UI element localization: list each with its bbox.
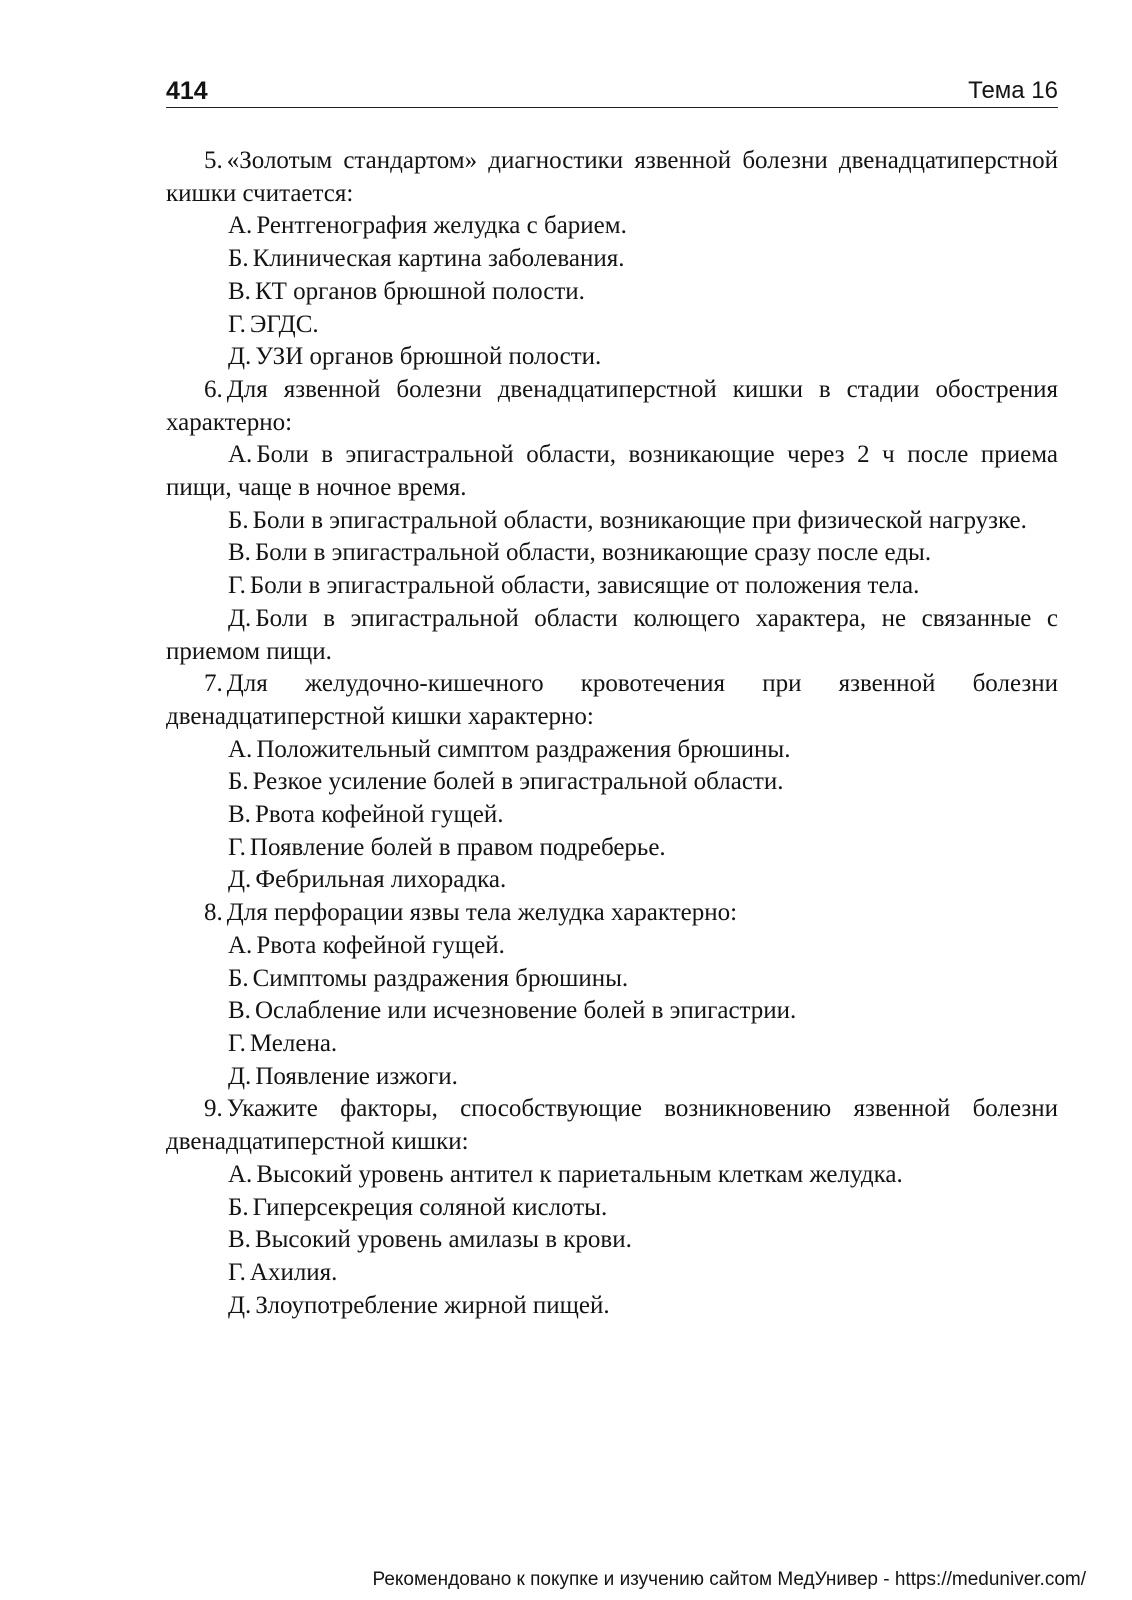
answer-option <box>166 439 1058 504</box>
option-text: Боли в эпигастральной области, возникающие при физической нагрузке. <box>252 506 1027 534</box>
header-rule <box>166 107 1058 108</box>
option-text: Мелена. <box>249 1029 338 1057</box>
option-letter: В. <box>228 277 251 305</box>
option-text: Ослабление или исчезновение болей в эпигастрии. <box>254 997 797 1025</box>
answer-option <box>166 505 1058 538</box>
answer-option <box>166 1159 1058 1192</box>
option-text: Положительный симптом раздражения брюшины. <box>256 735 791 763</box>
option-text: Появление изжоги. <box>255 1062 458 1090</box>
option-text: КТ органов брюшной полости. <box>254 277 585 305</box>
question-stem <box>166 897 1058 930</box>
option-letter: В. <box>228 1226 251 1254</box>
option-letter: Б. <box>228 964 249 992</box>
answer-option <box>166 832 1058 865</box>
option-text: Гиперсекреция соляной кислоты. <box>252 1193 608 1221</box>
answer-option <box>166 341 1058 374</box>
question-stem <box>166 668 1058 733</box>
question-text: Для язвенной болезни двенадцатиперстной кишки в стадии обострения характерно: <box>166 375 1058 436</box>
answer-option <box>166 1192 1058 1225</box>
option-text: Высокий уровень амилазы в крови. <box>254 1226 632 1254</box>
answer-option <box>166 309 1058 342</box>
option-letter: Д. <box>228 343 252 371</box>
option-letter: А. <box>228 441 253 469</box>
option-letter: А. <box>228 1160 253 1188</box>
option-text: Боли в эпигастральной области, зависящие от положения тела. <box>249 572 920 600</box>
option-text: Рвота кофейной гущей. <box>254 801 504 829</box>
answer-option <box>166 734 1058 767</box>
question-stem <box>166 1093 1058 1158</box>
option-letter: Г. <box>228 310 246 338</box>
option-letter: А. <box>228 931 253 959</box>
option-text: Боли в эпигастральной области, возникающие сразу после еды. <box>254 539 932 567</box>
answer-option <box>166 766 1058 799</box>
option-letter: А. <box>228 212 253 240</box>
answer-option <box>166 1061 1058 1094</box>
question-stem <box>166 145 1058 210</box>
answer-option <box>166 1257 1058 1290</box>
page-number: 414 <box>166 77 208 105</box>
question-list <box>166 145 1058 1322</box>
option-letter: Д. <box>228 1291 252 1319</box>
question-5 <box>166 145 1058 374</box>
option-letter: А. <box>228 735 253 763</box>
answer-option <box>166 537 1058 570</box>
option-text: Появление болей в правом подреберье. <box>249 833 666 861</box>
option-text: Симптомы раздражения брюшины. <box>252 964 629 992</box>
question-text: Укажите факторы, способствующие возникновению язвенной болезни двенадцатиперстной кишки: <box>166 1095 1058 1156</box>
answer-option <box>166 1224 1058 1257</box>
answer-option <box>166 963 1058 996</box>
answer-option <box>166 995 1058 1028</box>
option-letter: Д. <box>228 604 252 632</box>
option-letter: Б. <box>228 245 249 273</box>
option-letter: Г. <box>228 1258 246 1286</box>
question-number: 9. <box>204 1095 223 1123</box>
question-text: Для желудочно-кишечного кровотечения при язвенной болезни двенадцатиперстной кишки характерно: <box>166 670 1058 730</box>
header-topic: Тема 16 <box>968 77 1058 104</box>
option-letter: В. <box>228 801 251 829</box>
page-header <box>166 76 1058 110</box>
footer-recommendation-note: Рекомендовано к покупке и изучению сайтом МедУнивер - https://meduniver.com/ <box>372 1569 1086 1590</box>
option-letter: В. <box>228 997 251 1025</box>
option-text: Клиническая картина заболевания. <box>252 245 625 273</box>
option-text: Резкое усиление болей в эпигастральной области. <box>252 768 784 796</box>
option-letter: Г. <box>228 572 246 600</box>
question-6 <box>166 374 1058 668</box>
question-stem <box>166 374 1058 439</box>
question-8 <box>166 897 1058 1093</box>
answer-option <box>166 1290 1058 1323</box>
answer-option <box>166 210 1058 243</box>
question-number: 5. <box>204 147 223 174</box>
question-number: 6. <box>204 375 223 403</box>
question-number: 7. <box>204 670 223 698</box>
answer-option <box>166 930 1058 963</box>
option-text: Злоупотребление жирной пищей. <box>255 1291 610 1319</box>
question-number: 8. <box>204 899 223 927</box>
option-text: Ахилия. <box>249 1258 338 1286</box>
option-letter: В. <box>228 539 251 567</box>
answer-option <box>166 1028 1058 1061</box>
option-letter: Д. <box>228 866 252 894</box>
option-letter: Д. <box>228 1062 252 1090</box>
answer-option <box>166 276 1058 309</box>
answer-option <box>166 570 1058 603</box>
question-text: Для перфорации язвы тела желудка характерно: <box>226 899 738 927</box>
option-letter: Б. <box>228 768 249 796</box>
option-text: УЗИ органов брюшной полости. <box>255 343 602 371</box>
option-text: Боли в эпигастральной области, возникающие через 2 ч после приема пищи, чаще в ночное время. <box>166 441 1058 502</box>
option-text: Фебрильная лихорадка. <box>255 866 507 894</box>
answer-option <box>166 243 1058 276</box>
option-letter: Б. <box>228 506 249 534</box>
answer-option <box>166 603 1058 668</box>
option-letter: Г. <box>228 1029 246 1057</box>
option-text: Высокий уровень антител к париетальным клеткам желудка. <box>256 1160 903 1188</box>
question-7 <box>166 668 1058 897</box>
option-text: Рентгенография желудка с барием. <box>256 212 627 240</box>
option-text: Боли в эпигастральной области колющего характера, не связанные с приемом пищи. <box>166 604 1058 665</box>
answer-option <box>166 864 1058 897</box>
option-letter: Г. <box>228 833 246 861</box>
question-9 <box>166 1093 1058 1322</box>
answer-option <box>166 799 1058 832</box>
option-text: Рвота кофейной гущей. <box>256 931 505 959</box>
option-letter: Б. <box>228 1193 249 1221</box>
question-text: «Золотым стандартом» диагностики язвенной болезни двенадцатиперстной кишки считается: <box>166 147 1058 207</box>
option-text: ЭГДС. <box>249 310 319 338</box>
